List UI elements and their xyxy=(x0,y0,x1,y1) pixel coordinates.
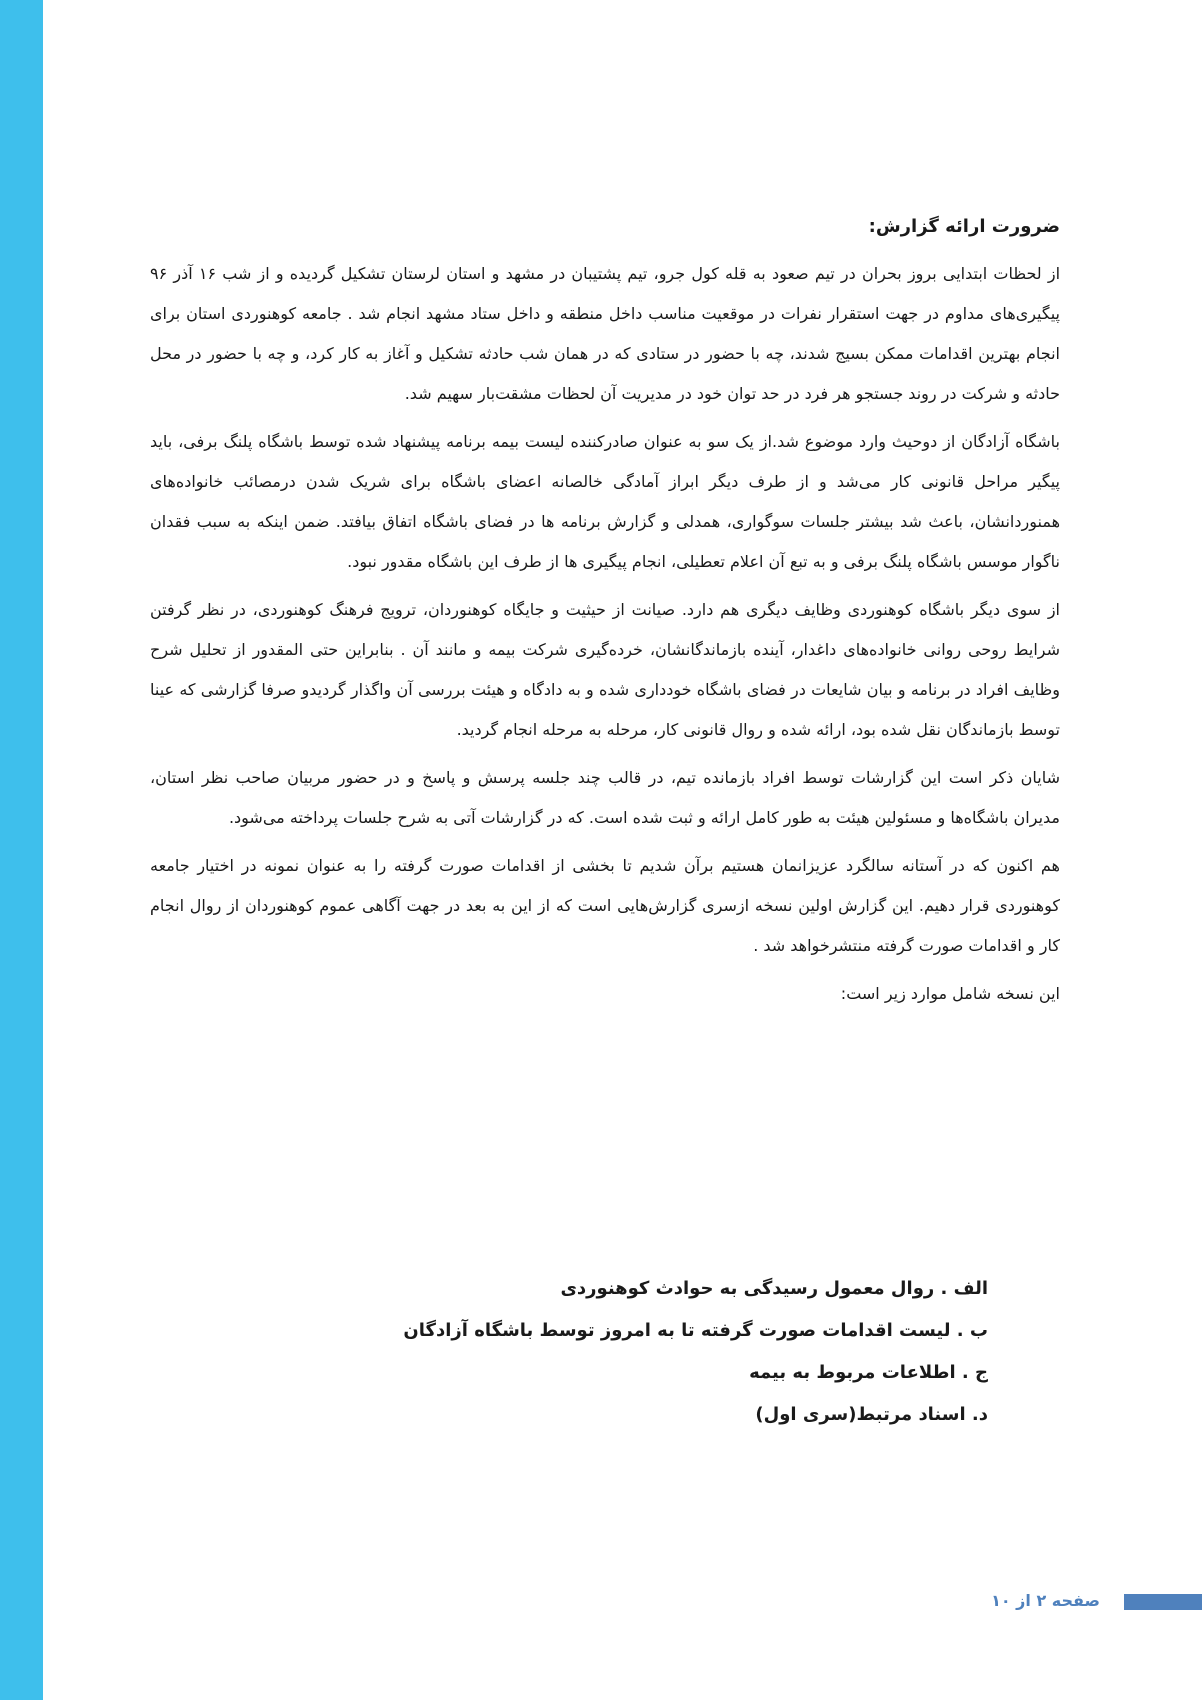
list-item: ج . اطلاعات مربوط به بیمه xyxy=(749,1362,988,1383)
side-stripe xyxy=(0,0,43,1700)
paragraph-4: شایان ذکر است این گزارشات توسط افراد بازمانده تیم، در قالب چند جلسه پرسش و پاسخ و در حضور مربیان صاحب نظر استان، مدیران باشگاه‌ها و مسئولین هیئت به طور کامل ارائه و ثبت شده است. که در گزارشات آتی به شرح جلسات پرداخته می‌شود. xyxy=(150,768,1060,827)
paragraph-3: از سوی دیگر باشگاه کوهنوردی وظایف دیگری هم دارد. صیانت از حیثیت و جایگاه کوهنوردان، ترویج فرهنگ کوهنوردی، در نظر گرفتن شرایط روحی روانی خانواده‌های داغدار، آینده بازماندگانشان، خرده‌گیری شرکت بیمه و مانند آن . بنابراین حتی المقدور از تحلیل شرح وظایف افراد در برنامه و بیان شایعات در فضای باشگاه خودداری شده و به دادگاه و هیئت بررسی آن واگذار گردیدو صرفا گزارشی که عینا توسط بازماندگان نقل شده بود، ارائه شده و روال قانونی کار، مرحله به مرحله انجام گردید. xyxy=(150,600,1060,739)
contents-list xyxy=(150,1268,988,1436)
document-body xyxy=(150,212,1060,1014)
section-heading: ضرورت ارائه گزارش: xyxy=(868,216,1060,237)
paragraph-5: هم اکنون که در آستانه سالگرد عزیزانمان هستیم برآن شدیم تا بخشی از اقدامات صورت گرفته را به عنوان نمونه در اختیار جامعه کوهنوردی قرار دهیم. این گزارش اولین نسخه ازسری گزارش‌هایی است که از این به بعد در جهت آگاهی عموم کوهنوردان از روال انجام کار و اقدامات صورت گرفته منتشرخواهد شد . xyxy=(150,856,1060,955)
list-item: د. اسناد مرتبط(سری اول) xyxy=(755,1404,988,1425)
paragraph-2: باشگاه آزادگان از دوحیث وارد موضوع شد.از یک سو به عنوان صادرکننده لیست بیمه برنامه پیشنهاد شده توسط باشگاه پلنگ برفی، باید پیگیر مراحل قانونی کار می‌شد و از طرف دیگر ابراز آمادگی خالصانه اعضای باشگاه برای شریک شدن درمصائب خانواده‌های همنوردانشان، باعث شد بیشتر جلسات سوگواری، همدلی و گزارش برنامه ها در فضای باشگاه اتفاق بیافتد. ضمن اینکه به سبب فقدان ناگوار موسس باشگاه پلنگ برفی و به تبع آن اعلام تعطیلی، انجام پیگیری ها از طرف این باشگاه مقدور نبود. xyxy=(150,432,1060,571)
paragraph-1: از لحظات ابتدایی بروز بحران در تیم صعود به قله کول جرو، تیم پشتیبان در مشهد و استان لرستان تشکیل گردیده و از شب ۱۶ آذر ۹۶ پیگیری‌های مداوم در جهت استقرار نفرات در موقعیت مناسب داخل منطقه و داخل ستاد مشهد انجام شد . جامعه کوهنوردی استان برای انجام بهترین اقدامات ممکن بسیج شدند، چه با حضور در ستادی که در همان شب حادثه تشکیل و آغاز به کار کرد، و چه با حضور در محل حادثه و شرکت در روند جستجو هر فرد در حد توان خود در مدیریت آن لحظات مشقت‌بار سهیم شد. xyxy=(150,264,1061,403)
list-item: الف . روال معمول رسیدگی به حوادث کوهنوردی xyxy=(560,1278,988,1299)
list-item: ب . لیست اقدامات صورت گرفته تا به امروز توسط باشگاه آزادگان xyxy=(403,1320,988,1341)
footer-accent-bar xyxy=(1124,1594,1202,1610)
contents-intro: این نسخه شامل موارد زیر است: xyxy=(840,984,1060,1003)
page-number: صفحه ۲ از ۱۰ xyxy=(991,1591,1100,1610)
